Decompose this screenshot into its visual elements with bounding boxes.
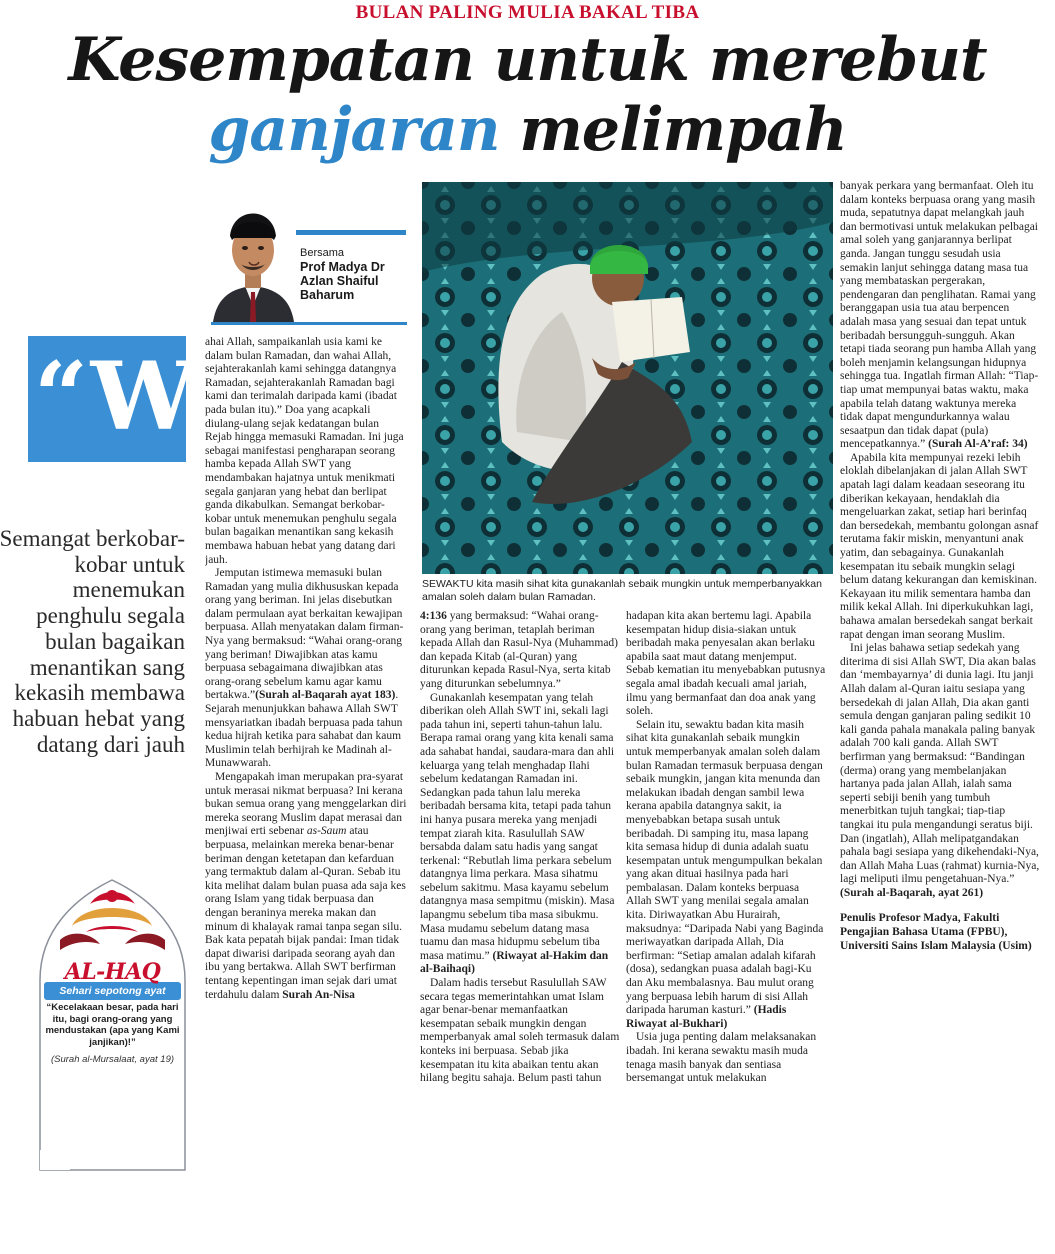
text-run: Selain itu, sewaktu badan kita masih sihat kita gunakanlah sebaik mungkin untuk memperbanyak amalan soleh dalam bulan Ramadan termasuk berpuasa dengan sebaik mungkin, jangan kita menunda dan melakukan ibadah dengan sambil lewa kerana apabila datangnya sakit, ia menyebabkan betapa susah untuk beribadah. Di samping itu, masa lapang kita semasa hidup di dunia adalah suatu kesempatan untuk mengumpulkan bekalan yang akan dituai hasilnya pada hari pembalasan. Dalam konteks berpuasa Allah SWT yang menilai segala amalan kita. Diriwayatkan Abu Hurairah, maksudnya: “Daripada Nabi yang Baginda meriwayatkan daripada Allah, Dia berfirman: “Setiap amalan adalah kifarah (dosa), sedangkan puasa adalah bagi-Ku dan Aku membalasnya. Bau mulut orang yang berpuasa lebih harum di sisi Allah daripada haruman kasturi.” bbox=[626, 718, 824, 1017]
citation: (Riwayat al-Hakim dan al-Baihaqi) bbox=[420, 949, 609, 976]
text-run: yang bermaksud: “Wahai orang-orang yang beriman, tetaplah beriman kepada Allah dan Rasul-Nya (Muhammad) dan kepada Kitab (al-Quran) yang diturunkan kepada Rasul-Nya, serta kitab yang diturunkan sebelumnya.” bbox=[420, 610, 618, 690]
byline-label: Bersama bbox=[300, 247, 345, 259]
citation: (Surah Al-A’raf: 34) bbox=[928, 438, 1028, 451]
citation: (Surah al-Baqarah, ayat 261) bbox=[840, 886, 984, 899]
paragraph bbox=[420, 610, 620, 692]
badge-subtitle: Sehari sepotong ayat bbox=[59, 985, 166, 997]
pull-quote: Semangat berkobar-kobar untuk menemukan penghulu segala bulan bagaikan menantikan sang kekasih membawa habuan hebat yang datang dari jauh bbox=[0, 526, 185, 757]
article-column-2 bbox=[420, 610, 620, 1220]
kicker: BULAN PALING MULIA BAKAL TIBA bbox=[355, 2, 700, 23]
headline-line-1: Kesempatan untuk merebut bbox=[68, 25, 987, 95]
citation: Surah An-Nisa bbox=[282, 988, 355, 1001]
paragraph bbox=[205, 771, 408, 1002]
paragraph: Usia juga penting dalam melaksanakan ibadah. Ini kerana sewaktu masih muda tenaga masih banyak dan sentiasa bersemangat untuk melakukan bbox=[626, 1031, 817, 1085]
paragraph bbox=[205, 567, 408, 771]
article-column-3 bbox=[626, 610, 826, 1220]
citation: (Surah al-Baqarah ayat 183) bbox=[255, 689, 396, 702]
author-name: Prof Madya Dr Azlan Shaiful Baharum bbox=[300, 260, 385, 302]
paragraph: Dalam hadis tersebut Rasulullah SAW secara tegas memerintahkan umat Islam agar benar-benar memanfaatkan kesempatan sebaik mungkin dengan memperbanyak amal soleh termasuk dalam konteks ini berpuasa. Sebab jika kesempatan itu kita abaikan tentu akan hilang begitu sahaja. Belum pasti tahun bbox=[420, 977, 620, 1085]
citation: (Hadis Riwayat al-Bukhari) bbox=[626, 1004, 787, 1030]
paragraph: Apabila kita mempunyai rezeki lebih eloklah dibelanjakan di jalan Allah SWT apatah lagi dalam keadaan seseorang itu diberikan kekayaan, hendaklah dia mengeluarkan zakat, setiap hari berinfaq dan bersedekah, membantu golongan asnaf terutama fakir miskin, menyantuni anak yatim, dan sebagainya. Gunakanlah kesempatan itu sebaik mungkin selagi belum datang kekurangan dan kemiskinan. Kekayaan itu milik sementara hamba dan milik kekal Allah. Ini diperkukuhkan lagi, bahawa amalan bersedekah sangat berkait rapat dengan iman seorang Muslim. bbox=[840, 451, 1039, 641]
article-column-4 bbox=[840, 180, 1040, 1220]
paragraph bbox=[840, 180, 1040, 452]
paragraph: hadapan kita akan bertemu lagi. Apabila kesempatan hidup disia-siakan untuk beribadah maka penyesalan akan berlaku apabila saat maut datang menjemput. Sebab kematian itu menyebabkan putusnya segala amal ibadah kecuali amal jariah, ilmu yang bermanfaat dan doa anak yang soleh. bbox=[626, 610, 826, 718]
citation: 4:136 bbox=[420, 610, 447, 622]
text-run: banyak perkara yang bermanfaat. Oleh itu dalam konteks berpuasa orang yang masih muda, sepatutnya dapat melangkah jauh dan bermotivasi untuk melakukan pelbagai amal soleh yang ganjarannya berlipat ganda. Jangan tunggu sesudah usia semakin lanjut sehingga datang masa tua yang membataskan pergerakan, pendengaran dan penglihatan. Ramai yang beranggapan usia tua atau berpencen adalah masa yang sesuai dan tepat untuk beribadah bersungguh-sungguh. Akan tetapi tiada seorang pun hamba Allah yang boleh menjamin kelangsungan hidupnya sehingga tua. Ingatlah firman Allah: “Tiap-tiap umat mempunyai batas waktu, maka apabila telah datang waktunya mereka tidak dapat mengundurkannya walau sesaatpun dan tidak dapat (pula) mencepatkannya.” bbox=[840, 180, 1039, 451]
text-run: . Sejarah menunjukkan bahawa Allah SWT mensyariatkan ibadah berpuasa pada tahun kedua hijrah ketika para sahabat dan kaum Muslimin telah berhijrah ke Madinah al-Munawwarah. bbox=[205, 689, 403, 770]
man-reading-quran-photo bbox=[422, 182, 833, 574]
text-run: Jemputan istimewa memasuki bulan Ramadan yang mulia dikhususkan kepada orang yang beriman. Ini jelas disebutkan dalam permulaan ayat berkaitan kewajipan berpuasa. Allah menyatakan dalam firman-Nya yang bermaksud: “Wahai orang-orang yang beriman! Diwajibkan atas kamu berpuasa sebagaimana diwajibkan atas orang-orang sebelum kamu agar kamu bertakwa.” bbox=[205, 567, 404, 702]
italic-term: as-Saum bbox=[306, 825, 347, 838]
badge-title: AL-HAQ bbox=[64, 959, 161, 985]
byline-divider bbox=[211, 322, 407, 325]
headline-line-2 bbox=[0, 95, 1055, 165]
photo-caption: SEWAKTU kita masih sihat kita gunakanlah sebaik mungkin untuk memperbanyakkan amalan soleh dalam bulan Ramadan. bbox=[422, 578, 822, 603]
badge-quote: “Kecelakaan besar, pada hari itu, bagi orang-orang yang mendustakan (apa yang Kami janjikan)!” bbox=[45, 1002, 180, 1048]
text-run: Mengapakah iman merupakan pra-syarat untuk merasai nikmat berpuasa? Ini kerana bukan semua orang yang menggelarkan diri mereka seorang Muslim dapat merasai dan menjiwai erti sebenar bbox=[205, 771, 407, 838]
text-run: Ini jelas bahawa setiap sedekah yang diterima di sisi Allah SWT, Dia akan balas dan ‘membayarnya’ di dunia lagi. Itu janji Allah dalam al-Quran iaitu sesiapa yang bersedekah di jalan Allah, Dia akan ganti semula dengan ganjaran paling sedikit 10 kali ganda pahala manakala paling banyak adalah 700 kali ganda. Allah SWT berfirman yang bermaksud: “Bandingan (derma) orang yang membelanjakan hartanya pada jalan Allah, ialah sama seperti sebiji benih yang tumbuh menerbitkan tujuh tangkai; tiap-tiap tangkai itu pula mengandungi seratus biji. Dan (ingatlah), Allah melipatgandakan pahala bagi sesiapa yang dikehendaki-Nya, dan Allah Maha Luas (rahmat) kurnia-Nya, lagi meliputi ilmu pengetahuan-Nya.” bbox=[840, 642, 1040, 886]
paragraph: ahai Allah, sampaikanlah usia kami ke dalam bulan Ramadan, dan wahai Allah, sejahterakanlah kami sehingga datangnya Ramadan, sejahterakanlah Ramadan bagi kami dan terimalah daripada kami (ibadat pada bulan itu).” Doa yang acapkali diulang-ulang sejak kedatangan bulan Rejab hingga memasuki Ramadan. Ini juga sebagai manifestasi pengharapan seorang hamba kepada Allah SWT yang mendambakan hajatnya untuk menikmati segala ganjaran yang hebat dan berlipat ganda dikabulkan. Semangat berkobar-kobar untuk menemukan penghulu segala bulan bagaikan menantikan sang kekasih membawa habuan hebat yang datang dari jauh. bbox=[205, 336, 404, 566]
badge-reference: (Surah al-Mursalaat, ayat 19) bbox=[50, 1054, 175, 1065]
headline-highlight: ganjaran bbox=[208, 95, 500, 165]
text-run: Gunakanlah kesempatan yang telah diberikan oleh Allah SWT ini, sekali lagi pada tahun ini, seperti tahun-tahun lalu. Berapa ramai orang yang kita kenali sama ada sahabat handai, saudara-mara dan ahli keluarga yang telah menghadap Ilahi sebelum kedatangan Ramadan ini. Sedangkan pada tahun lalu mereka beribadah bersama kita, tetapi pada tahun ini hanya pusara mereka yang menjadi tempat ziarah kita. Rasulullah SAW bersabda dalam satu hadis yang sangat terkenal: “Rebutlah lima perkara sebelum datangnya lima perkara. Masa sihatmu sebelum sakitmu. Masa kayamu sebelum datangnya masa sempitmu (miskin). Masa lapangmu sebelum tiba masa sibukmu. Masa mudamu sebelum datang masa tuamu dan masa hidupmu sebelum tiba masa matimu.” bbox=[420, 691, 615, 962]
byline-accent-bar bbox=[296, 230, 406, 235]
paragraph bbox=[420, 692, 620, 977]
headline-rest: melimpah bbox=[499, 95, 847, 165]
author-portrait bbox=[211, 196, 296, 322]
byline bbox=[300, 246, 410, 302]
paragraph bbox=[626, 719, 826, 1032]
paragraph bbox=[840, 642, 1040, 900]
article-column-1 bbox=[205, 336, 408, 1216]
author-note-text: Penulis Profesor Madya, Fakulti Pengajian Bahasa Utama (FPBU), Universiti Sains Islam Malaysia (Usim) bbox=[840, 912, 1032, 952]
dropcap-letter: “W bbox=[34, 342, 197, 452]
text-run: atau berpuasa, melainkan mereka benar-benar beriman dengan ketetapan dan kefarduan yang termaktub dalam al-Quran. Sebab itu kita melihat dalam bulan puasa ada saja kes orang Islam yang tidak berpuasa dan dengan beraninya mereka makan dan minum di khalayak ramai tanpa segan silu. Bak kata pepatah bijak pandai: Iman tidak dapat diwarisi daripada seorang ayah dan ibu yang bertakwa. Allah SWT berfirman tentang kepentingan iman sejak dari umat terdahulu dalam bbox=[205, 825, 406, 1001]
badge-content bbox=[30, 960, 195, 1066]
author-note bbox=[840, 912, 1040, 953]
